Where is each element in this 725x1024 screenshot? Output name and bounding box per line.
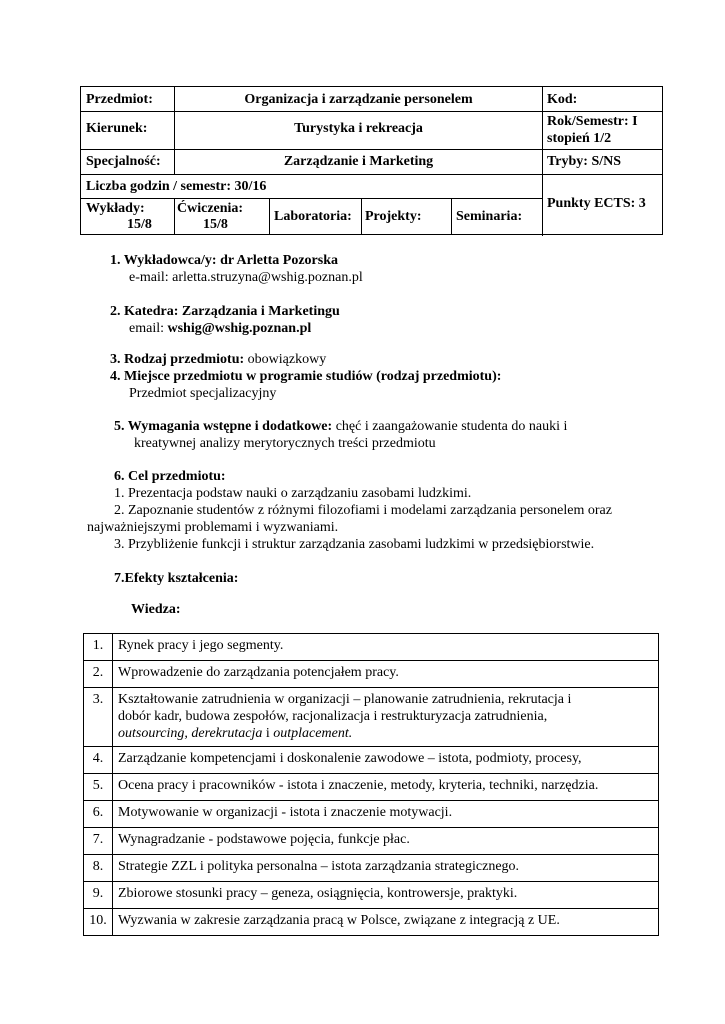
specjalnosc-label: Specjalność: <box>86 154 161 169</box>
row-number: 4. <box>84 747 113 774</box>
przedmiot-value: Organizacja i zarządzanie personelem <box>244 92 473 107</box>
row-topic: Wprowadzenie do zarządzania potencjałem pracy. <box>113 661 659 688</box>
row-number: 6. <box>84 801 113 828</box>
cwiczenia-label: Ćwiczenia: <box>177 201 244 216</box>
col-divider <box>269 198 270 235</box>
row-number: 7. <box>84 828 113 855</box>
projekty-label: Projekty: <box>365 209 422 224</box>
wyklady-value: 15/8 <box>127 217 152 232</box>
table-row <box>84 634 659 661</box>
course-goal-heading: 6. Cel przedmiotu: <box>114 469 226 484</box>
row-number: 5. <box>84 774 113 801</box>
course-goal-2-cont: najważniejszymi problemami i wyzwaniami. <box>87 520 339 535</box>
row-topic: Ocena pracy i pracowników - istota i znaczenie, metody, kryteria, techniki, narzędzia. <box>113 774 659 801</box>
col-divider <box>542 87 543 236</box>
table-row <box>84 882 659 909</box>
wiedza-heading: Wiedza: <box>131 602 181 617</box>
row-number: 3. <box>84 688 113 747</box>
learning-outcomes-heading: 7.Efekty kształcenia: <box>114 571 239 586</box>
table-row <box>84 688 659 747</box>
course-type-value: obowiązkowy <box>247 352 327 367</box>
course-place-value: Przedmiot specjalizacyjny <box>129 386 277 401</box>
row-topic: Zbiorowe stosunki pracy – geneza, osiągnięcia, kontrowersje, praktyki. <box>113 882 659 909</box>
row-divider <box>81 149 662 150</box>
row-topic-line: dobór kadr, budowa zespołów, racjonalizacja i restrukturyzacja zatrudnienia, <box>118 709 548 724</box>
table-row <box>84 801 659 828</box>
wyklady-label: Wykłady: <box>86 201 145 216</box>
kierunek-value: Turystyka i rekreacja <box>294 121 423 136</box>
row-number: 10. <box>84 909 113 936</box>
przedmiot-label: Przedmiot: <box>86 92 153 107</box>
table-row <box>84 747 659 774</box>
knowledge-topics-table <box>83 633 659 936</box>
table-row <box>84 909 659 936</box>
lecturer-heading: 1. Wykładowca/y: dr Arletta Pozorska <box>110 253 339 268</box>
row-divider <box>81 198 543 199</box>
row-topic: Rynek pracy i jego segmenty. <box>113 634 659 661</box>
row-topic: Motywowanie w organizacji - istota i znaczenie motywacji. <box>113 801 659 828</box>
course-header-table <box>80 86 663 235</box>
row-topic: Wynagradzanie - podstawowe pojęcia, funkcje płac. <box>113 828 659 855</box>
row-number: 8. <box>84 855 113 882</box>
requirements-value-cont: kreatywnej analizy merytorycznych treści przedmiotu <box>134 436 436 451</box>
course-goal-2: 2. Zapoznanie studentów z różnymi filozofiami i modelami zarządzania personelem oraz <box>114 503 612 518</box>
rok-semestr-line1: Rok/Semestr: I <box>547 114 638 129</box>
row-topic <box>113 688 659 747</box>
kod-label: Kod: <box>547 92 578 107</box>
course-goal-1: 1. Prezentacja podstaw nauki o zarządzaniu zasobami ludzkimi. <box>114 486 472 501</box>
row-topic: Zarządzanie kompetencjami i doskonalenie zawodowe – istota, podmioty, procesy, <box>113 747 659 774</box>
col-divider <box>174 198 175 235</box>
row-number: 2. <box>84 661 113 688</box>
course-type-label: 3. Rodzaj przedmiotu: <box>110 352 248 367</box>
liczba-godzin: Liczba godzin / semestr: 30/16 <box>86 179 267 194</box>
laboratoria-label: Laboratoria: <box>274 209 352 224</box>
specjalnosc-value: Zarządzanie i Marketing <box>283 154 434 169</box>
rok-semestr-line2: stopień 1/2 <box>547 131 612 146</box>
italic-term: outplacement. <box>273 726 353 741</box>
table-row <box>84 661 659 688</box>
requirements <box>114 418 567 435</box>
italic-term: outsourcing, derekrutacja <box>118 726 263 741</box>
row-number: 9. <box>84 882 113 909</box>
conjunction: i <box>262 726 274 741</box>
table-row <box>84 774 659 801</box>
seminaria-label: Seminaria: <box>456 209 523 224</box>
punkty-ects: Punkty ECTS: 3 <box>547 196 646 211</box>
row-divider <box>81 174 662 175</box>
kierunek-label: Kierunek: <box>86 121 148 136</box>
department-email-value: wshig@wshig.poznan.pl <box>167 321 312 336</box>
row-topic: Wyzwania w zakresie zarządzania pracą w Polsce, związane z integracją z UE. <box>113 909 659 936</box>
department-email-label: email: <box>129 321 168 336</box>
table-row <box>84 828 659 855</box>
col-divider <box>361 198 362 235</box>
row-number: 1. <box>84 634 113 661</box>
col-divider <box>451 198 452 235</box>
course-type <box>110 351 326 368</box>
department-heading: 2. Katedra: Zarządzania i Marketingu <box>110 304 340 319</box>
course-place-heading: 4. Miejsce przedmiotu w programie studiów (rodzaj przedmiotu): <box>110 369 502 384</box>
tryby: Tryby: S/NS <box>547 154 622 169</box>
row-divider <box>81 111 662 112</box>
cwiczenia-value: 15/8 <box>203 217 228 232</box>
requirements-label: 5. Wymagania wstępne i dodatkowe: <box>114 419 336 434</box>
course-goal-3: 3. Przybliżenie funkcji i struktur zarządzania zasobami ludzkimi w przedsiębiorstwie. <box>114 537 595 552</box>
department-email <box>129 320 311 337</box>
row-topic: Strategie ZZL i polityka personalna – istota zarządzania strategicznego. <box>113 855 659 882</box>
row-topic-line: Kształtowanie zatrudnienia w organizacji – planowanie zatrudnienia, rekrutacja i <box>118 692 572 707</box>
table-row <box>84 855 659 882</box>
requirements-value: chęć i zaangażowanie studenta do nauki i <box>335 419 568 434</box>
row-topic-line <box>118 725 653 742</box>
lecturer-email: e-mail: arletta.struzyna@wshig.poznan.pl <box>129 270 363 285</box>
